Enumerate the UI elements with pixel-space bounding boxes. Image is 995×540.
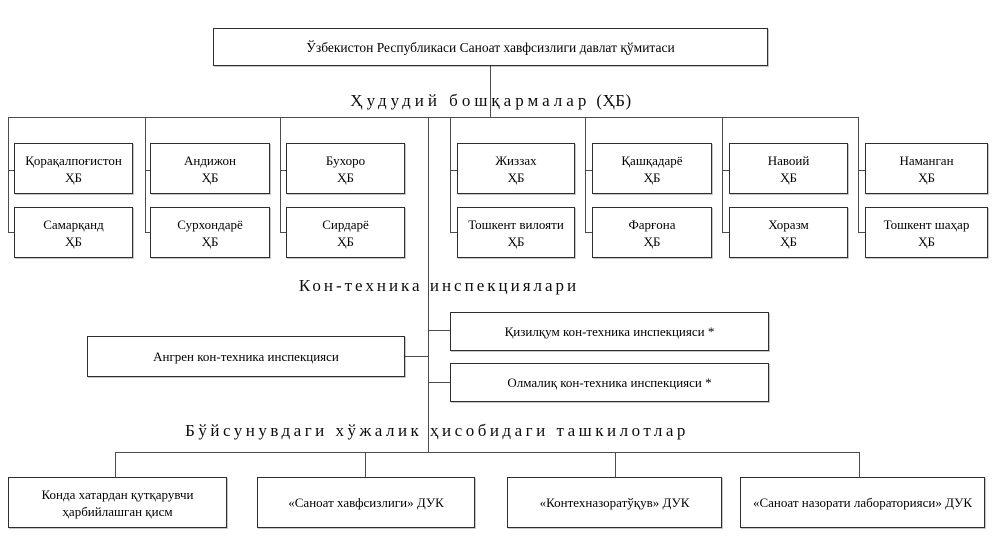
- drop-line: [615, 452, 616, 478]
- col1-connector-line: [8, 117, 9, 233]
- root-committee-label: Ўзбекистон Республикаси Саноат хавфсизлиги давлат қўмитаси: [306, 39, 675, 55]
- col4-connector-line: [450, 117, 451, 233]
- qizilqum-inspection-box: [450, 312, 769, 351]
- territorial-heading: [350, 91, 631, 111]
- region-abbr: ҲБ: [780, 169, 797, 185]
- subordinate-heading: Бўйсунувдаги хўжалик ҳисобидаги ташкилотлар: [185, 421, 689, 440]
- hb-box-qoraqalpogiston: [14, 143, 133, 194]
- hb-box-toshkent-viloyati: [457, 207, 575, 258]
- region-name: Хоразм: [768, 216, 809, 232]
- region-name: Қашқадарё: [621, 152, 683, 168]
- bottom-connector-line: [115, 452, 860, 453]
- hb-box-buxoro: [286, 143, 405, 194]
- org-label-line1: Конда хатардан қутқарувчи: [41, 486, 194, 502]
- hb-box-jizzax: [457, 143, 575, 194]
- angren-inspection-box: [87, 336, 405, 377]
- sanoat-nazorati-lab-duk-box: [740, 477, 985, 528]
- angren-inspection-label: Ангрен кон-техника инспекцияси: [153, 349, 339, 364]
- region-abbr: ҲБ: [507, 233, 525, 249]
- hb-box-sirdaryo: [286, 207, 405, 258]
- root-committee-box: [213, 28, 768, 66]
- sanoat-xavfsizligi-duk-box: [257, 477, 475, 528]
- drop-line: [365, 452, 366, 478]
- drop-line: [115, 452, 116, 478]
- region-abbr: ҲБ: [918, 169, 935, 185]
- region-abbr: ҲБ: [65, 233, 82, 249]
- hb-box-navoiy: [729, 143, 848, 194]
- grid-top-line: [8, 117, 859, 118]
- region-abbr: ҲБ: [201, 169, 219, 185]
- hb-box-samarqand: [14, 207, 133, 258]
- hb-box-qashqadaryo: [592, 143, 712, 194]
- region-abbr: ҲБ: [337, 169, 354, 185]
- org-label: «Саноат хавфсизлиги» ДУК: [288, 495, 444, 510]
- org-label-line2: ҳарбийлашган қисм: [62, 503, 173, 519]
- qizilqum-stub-line: [428, 330, 451, 331]
- olmaliq-inspection-box: [450, 363, 769, 402]
- org-label: «Контехназоратўқув» ДУК: [539, 495, 690, 510]
- org-label: «Саноат назорати лабораторияси» ДУК: [752, 495, 972, 510]
- col6-connector-line: [722, 117, 723, 233]
- angren-stub-line: [404, 356, 429, 357]
- hb-box-surxondaryo: [150, 207, 270, 258]
- inspections-heading: Кон-техника инспекциялари: [298, 276, 580, 295]
- col5-connector-line: [585, 117, 586, 233]
- hb-box-namangan: [865, 143, 988, 194]
- region-name: Наманган: [899, 152, 954, 168]
- drop-line: [859, 452, 860, 478]
- hb-box-fargona: [592, 207, 712, 258]
- region-abbr: ҲБ: [507, 169, 525, 185]
- hb-box-andijon: [150, 143, 270, 194]
- region-name: Навоий: [767, 152, 810, 168]
- region-abbr: ҲБ: [201, 233, 219, 249]
- region-abbr: ҲБ: [643, 169, 661, 185]
- region-abbr: ҲБ: [337, 233, 354, 249]
- territorial-heading-abbr: (ҲБ): [596, 91, 632, 110]
- region-name: Жиззах: [495, 152, 537, 168]
- region-abbr: ҲБ: [65, 169, 82, 185]
- region-name: Фарғона: [628, 216, 676, 232]
- col3-connector-line: [280, 117, 281, 233]
- region-name: Сурхондарё: [177, 216, 243, 232]
- region-name: Тошкент вилояти: [468, 216, 564, 232]
- hb-box-xorazm: [729, 207, 848, 258]
- region-abbr: ҲБ: [780, 233, 797, 249]
- region-abbr: ҲБ: [643, 233, 661, 249]
- kontexnazoratoquv-duk-box: [507, 477, 722, 528]
- region-name: Сирдарё: [322, 216, 369, 232]
- qizilqum-inspection-label: Қизилқум кон-техника инспекцияси *: [504, 324, 715, 339]
- hb-box-toshkent-shahar: [865, 207, 988, 258]
- olmaliq-inspection-label: Олмалиқ кон-техника инспекцияси *: [507, 375, 712, 390]
- olmaliq-stub-line: [428, 382, 451, 383]
- region-name: Андижон: [183, 152, 237, 168]
- territorial-heading-text: Ҳудудий бошқармалар: [350, 91, 591, 110]
- col2-connector-line: [145, 117, 146, 233]
- region-name: Бухоро: [325, 152, 366, 168]
- mine-rescue-unit-box: [8, 477, 227, 528]
- region-name: Қорақалпоғистон: [25, 152, 122, 168]
- region-name: Самарқанд: [43, 216, 104, 232]
- col7-connector-line: [858, 117, 859, 233]
- region-abbr: ҲБ: [918, 233, 935, 249]
- region-name: Тошкент шаҳар: [883, 216, 970, 232]
